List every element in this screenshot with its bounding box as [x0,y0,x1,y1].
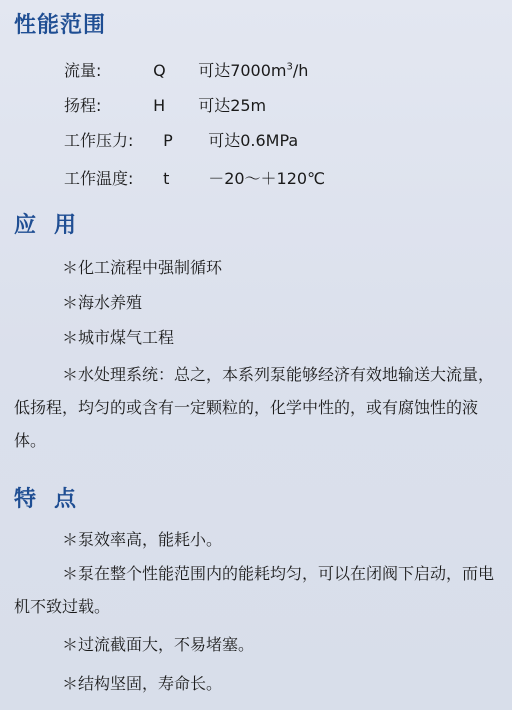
performance-row-temperature [64,166,325,189]
features-item-1: ＊泵效率高，能耗小。 [62,530,223,549]
application-item-2: ＊海水养殖 [62,293,143,312]
performance-row-pressure [64,128,298,151]
head-label: 扬程: [64,96,102,115]
features-item-3: ＊过流截面大，不易堵塞。 [62,635,255,654]
flow-label: 流量: [64,61,102,80]
performance-row-flow [64,58,308,81]
pressure-symbol: P [163,131,173,150]
application-item-1: ＊化工流程中强制循环 [62,258,223,277]
application-item-4: ＊水处理系统：总之，本系列泵能够经济有效地输送大流量，低扬程，均匀的或含有一定颗粒的，化学中性的，或有腐蚀性的液体。 [14,365,495,450]
temperature-label: 工作温度: [64,169,134,188]
flow-symbol: Q [153,61,166,80]
temperature-symbol: t [163,169,170,188]
pressure-value: 可达0.6MPa [208,131,299,150]
performance-section-title: 性能范围 [14,13,107,38]
performance-row-head [64,93,266,116]
features-section-title: 特点 [14,487,95,512]
temperature-value: －20～＋120℃ [208,169,326,188]
application-section-title: 应用 [14,213,95,238]
features-item-4: ＊结构坚固，寿命长。 [62,674,223,693]
head-symbol: H [153,96,166,115]
application-item-3: ＊城市煤气工程 [62,328,175,347]
head-value: 可达25m [198,96,267,115]
features-item-2: ＊泵在整个性能范围内的能耗均匀，可以在闭阀下启动，而电机不致过载。 [14,564,495,616]
pressure-label: 工作压力: [64,131,134,150]
flow-value: 可达$7000m^3/h$ [198,61,309,80]
